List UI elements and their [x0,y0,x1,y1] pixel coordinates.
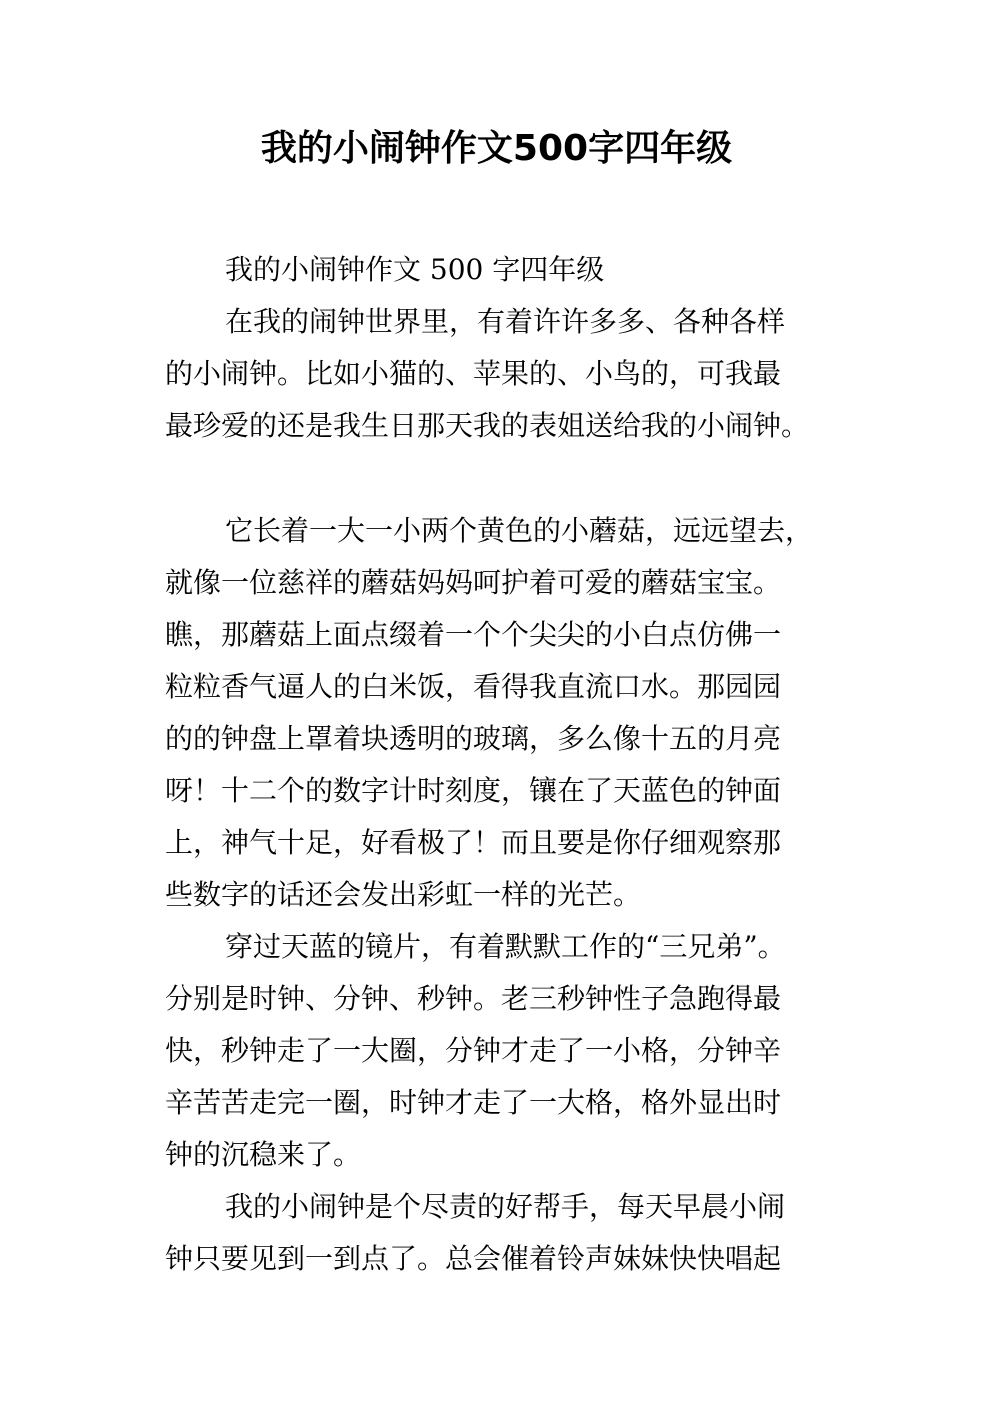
document-title: 我的小闹钟作文500字四年级 [260,128,733,169]
paragraph [165,296,865,452]
text-line: 呀！十二个的数字计时刻度，镶在了天蓝色的钟面 [165,774,782,807]
text-line: 钟只要见到一到点了。总会催着铃声妹妹快快唱起 [165,1242,782,1275]
document-body [165,244,865,1285]
text-line: 辛苦苦走完一圈，时钟才走了一大格，格外显出时 [165,1086,782,1119]
text-line: 的的钟盘上罩着块透明的玻璃，多么像十五的月亮 [165,722,782,755]
text-line: 的小闹钟。比如小猫的、苹果的、小鸟的，可我最 [165,357,782,390]
text-line: 就像一位慈祥的蘑菇妈妈呵护着可爱的蘑菇宝宝。 [165,566,782,599]
paragraph [165,505,865,921]
text-line: 瞧，那蘑菇上面点缀着一个个尖尖的小白点仿佛一 [165,618,782,651]
blank-line [165,452,865,505]
text-line: 快，秒钟走了一大圈，分钟才走了一小格，分钟辛 [165,1034,782,1067]
text-line: 它长着一大一小两个黄色的小蘑菇，远远望去， [225,514,814,547]
text-line: 些数字的话还会发出彩虹一样的光芒。 [165,878,642,911]
paragraph [165,921,865,1181]
text-line: 钟的沉稳来了。 [165,1138,362,1171]
paragraph [165,244,865,296]
text-line: 我的小闹钟是个尽责的好帮手，每天早晨小闹 [225,1190,786,1223]
text-line: 最珍爱的还是我生日那天我的表姐送给我的小闹钟。 [165,409,810,442]
text-line: 上，神气十足，好看极了！而且要是你仔细观察那 [165,826,782,859]
text-line: 在我的闹钟世界里，有着许许多多、各种各样 [225,305,786,338]
paragraph [165,1181,865,1285]
text-line: 我的小闹钟作文 500 字四年级 [225,253,605,286]
text-line: 穿过天蓝的镜片，有着默默工作的“三兄弟”。 [225,930,786,963]
text-line: 粒粒香气逼人的白米饭，看得我直流口水。那园园 [165,670,782,703]
text-line: 分别是时钟、分钟、秒钟。老三秒钟性子急跑得最 [165,982,782,1015]
